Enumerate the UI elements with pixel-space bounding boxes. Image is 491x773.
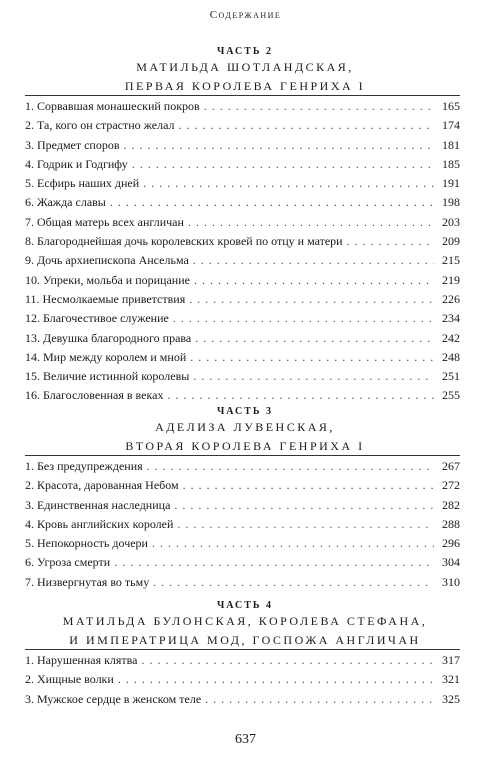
toc-entry-page: 325 xyxy=(442,691,460,706)
dot-leader xyxy=(174,496,434,515)
dot-leader xyxy=(143,174,434,193)
toc-entry-page: 248 xyxy=(442,349,460,364)
dot-leader xyxy=(173,309,434,328)
toc-entry-page: 242 xyxy=(442,330,460,345)
dot-leader xyxy=(177,515,434,534)
divider xyxy=(25,455,460,456)
dot-leader xyxy=(118,670,434,689)
toc-entry xyxy=(25,174,460,193)
toc-entry-page: 304 xyxy=(442,555,460,570)
toc-entry xyxy=(25,690,460,709)
toc-entry-page: 209 xyxy=(442,234,460,249)
toc-entry xyxy=(25,329,460,348)
toc-entry-title: 5. Есфирь наших дней xyxy=(25,176,140,191)
dot-leader xyxy=(152,534,434,553)
toc-entry-title: 7. Общая матерь всех англичан xyxy=(25,214,184,229)
toc-entry xyxy=(25,97,460,116)
toc-entry-page: 317 xyxy=(442,653,460,667)
toc-entry xyxy=(25,232,460,251)
divider xyxy=(25,649,460,650)
toc-entry-title: 7. Низвергнутая во тьму xyxy=(25,574,150,589)
toc-entry xyxy=(25,290,460,309)
dot-leader xyxy=(179,116,434,135)
toc-entry-page: 165 xyxy=(442,99,460,113)
toc-entry-title: 6. Угроза смерти xyxy=(25,555,111,570)
part-title-line: МАТИЛЬДА ШОТЛАНДСКАЯ, xyxy=(136,60,354,74)
toc-entry-title: 3. Единственная наследница xyxy=(25,497,171,512)
toc-entry-page: 310 xyxy=(442,574,460,589)
toc-entry-page: 191 xyxy=(442,176,460,191)
toc-entry-page: 255 xyxy=(442,388,460,403)
toc-entry-title: 12. Благочестивое служение xyxy=(25,311,169,326)
toc-entry-title: 6. Жажда славы xyxy=(25,195,106,210)
toc-entry-page: 174 xyxy=(442,118,460,133)
dot-leader xyxy=(189,290,434,309)
toc-entry xyxy=(25,367,460,386)
dot-leader xyxy=(204,97,434,116)
toc-entry-title: 9. Дочь архиепископа Ансельма xyxy=(25,253,189,268)
dot-leader xyxy=(188,213,434,232)
dot-leader xyxy=(114,553,434,572)
toc-entry-page: 272 xyxy=(442,478,460,493)
toc-entry-title: 5. Непокорность дочери xyxy=(25,536,148,551)
toc-entry-title: 2. Красота, дарованная Небом xyxy=(25,478,179,493)
toc-entry-page: 282 xyxy=(442,497,460,512)
toc-entry-page: 288 xyxy=(442,516,460,531)
part-title-line: АДЕЛИЗА ЛУВЕНСКАЯ, xyxy=(155,420,335,434)
toc-entry-title: 14. Мир между королем и мной xyxy=(25,349,187,364)
toc-entry xyxy=(25,348,460,367)
running-head: Содержание xyxy=(209,9,282,21)
dot-leader xyxy=(153,573,434,592)
dot-leader xyxy=(147,457,434,476)
part-2-heading xyxy=(30,46,460,95)
toc-entry xyxy=(25,457,460,476)
toc-list-part-2 xyxy=(25,97,460,406)
toc-entry-title: 4. Годрик и Годгифу xyxy=(25,156,128,171)
part-title-line: МАТИЛЬДА БУЛОНСКАЯ, КОРОЛЕВА СТЕФАНА, xyxy=(62,614,428,628)
part-label: ЧАСТЬ 2 xyxy=(216,46,274,57)
toc-entry-page: 267 xyxy=(442,459,460,473)
toc-list-part-3 xyxy=(25,457,460,592)
toc-entry-page: 203 xyxy=(442,214,460,229)
toc-entry-title: 4. Кровь английских королей xyxy=(25,516,174,531)
part-4-heading xyxy=(30,600,460,649)
toc-entry xyxy=(25,155,460,174)
toc-entry-title: 1. Сорвавшая монашеский покров xyxy=(25,99,200,113)
toc-entry-title: 2. Та, кого он страстно желал xyxy=(25,118,175,133)
dot-leader xyxy=(205,690,434,709)
dot-leader xyxy=(124,136,434,155)
toc-entry xyxy=(25,251,460,270)
toc-entry-page: 185 xyxy=(442,156,460,171)
toc-entry-page: 251 xyxy=(442,369,460,384)
part-3-heading xyxy=(30,406,460,455)
dot-leader xyxy=(195,329,434,348)
toc-list-part-4 xyxy=(25,651,460,709)
dot-leader xyxy=(142,651,434,670)
toc-entry xyxy=(25,213,460,232)
toc-entry xyxy=(25,670,460,689)
toc-entry xyxy=(25,496,460,515)
toc-entry xyxy=(25,553,460,572)
toc-entry-title: 2. Хищные волки xyxy=(25,672,114,687)
toc-entry xyxy=(25,651,460,670)
toc-entry xyxy=(25,476,460,495)
toc-entry-title: 1. Без предупреждения xyxy=(25,459,143,473)
toc-entry xyxy=(25,116,460,135)
toc-entry-title: 13. Девушка благородного права xyxy=(25,330,192,345)
toc-entry xyxy=(25,309,460,328)
toc-entry xyxy=(25,136,460,155)
dot-leader xyxy=(193,367,434,386)
toc-entry-title: 8. Благороднейшая дочь королевских кровей по отцу и матери xyxy=(25,234,343,249)
part-title-line: ВТОРАЯ КОРОЛЕВА ГЕНРИХА I xyxy=(125,439,365,453)
toc-entry xyxy=(25,193,460,212)
toc-entry xyxy=(25,515,460,534)
toc-entry-title: 16. Благословенная в веках xyxy=(25,388,164,403)
toc-entry-page: 226 xyxy=(442,291,460,306)
page-number: 637 xyxy=(235,732,256,747)
toc-entry-title: 1. Нарушенная клятва xyxy=(25,653,138,667)
toc-entry-page: 181 xyxy=(442,137,460,152)
toc-entry-page: 321 xyxy=(442,672,460,687)
toc-entry-page: 215 xyxy=(442,253,460,268)
toc-entry xyxy=(25,271,460,290)
dot-leader xyxy=(167,386,434,405)
divider xyxy=(25,95,460,96)
toc-entry xyxy=(25,386,460,405)
dot-leader xyxy=(193,251,434,270)
dot-leader xyxy=(347,232,434,251)
dot-leader xyxy=(110,193,434,212)
dot-leader xyxy=(183,476,434,495)
toc-entry-page: 296 xyxy=(442,536,460,551)
part-label: ЧАСТЬ 4 xyxy=(216,600,274,611)
dot-leader xyxy=(190,348,434,367)
toc-entry-title: 3. Мужское сердце в женском теле xyxy=(25,691,202,706)
toc-entry-page: 198 xyxy=(442,195,460,210)
dot-leader xyxy=(194,271,434,290)
toc-entry-page: 219 xyxy=(442,272,460,287)
toc-entry-title: 15. Величие истинной королевы xyxy=(25,369,190,384)
part-title-line: И ИМПЕРАТРИЦА МОД, ГОСПОЖА АНГЛИЧАН xyxy=(69,633,421,647)
toc-entry-title: 10. Упреки, мольба и порицание xyxy=(25,272,190,287)
toc-entry-page: 234 xyxy=(442,311,460,326)
dot-leader xyxy=(132,155,434,174)
toc-entry xyxy=(25,573,460,592)
part-label: ЧАСТЬ 3 xyxy=(216,406,274,417)
part-title-line: ПЕРВАЯ КОРОЛЕВА ГЕНРИХА I xyxy=(124,79,366,93)
toc-entry xyxy=(25,534,460,553)
toc-entry-title: 11. Несмолкаемые приветствия xyxy=(25,291,186,306)
toc-entry-title: 3. Предмет споров xyxy=(25,137,120,152)
